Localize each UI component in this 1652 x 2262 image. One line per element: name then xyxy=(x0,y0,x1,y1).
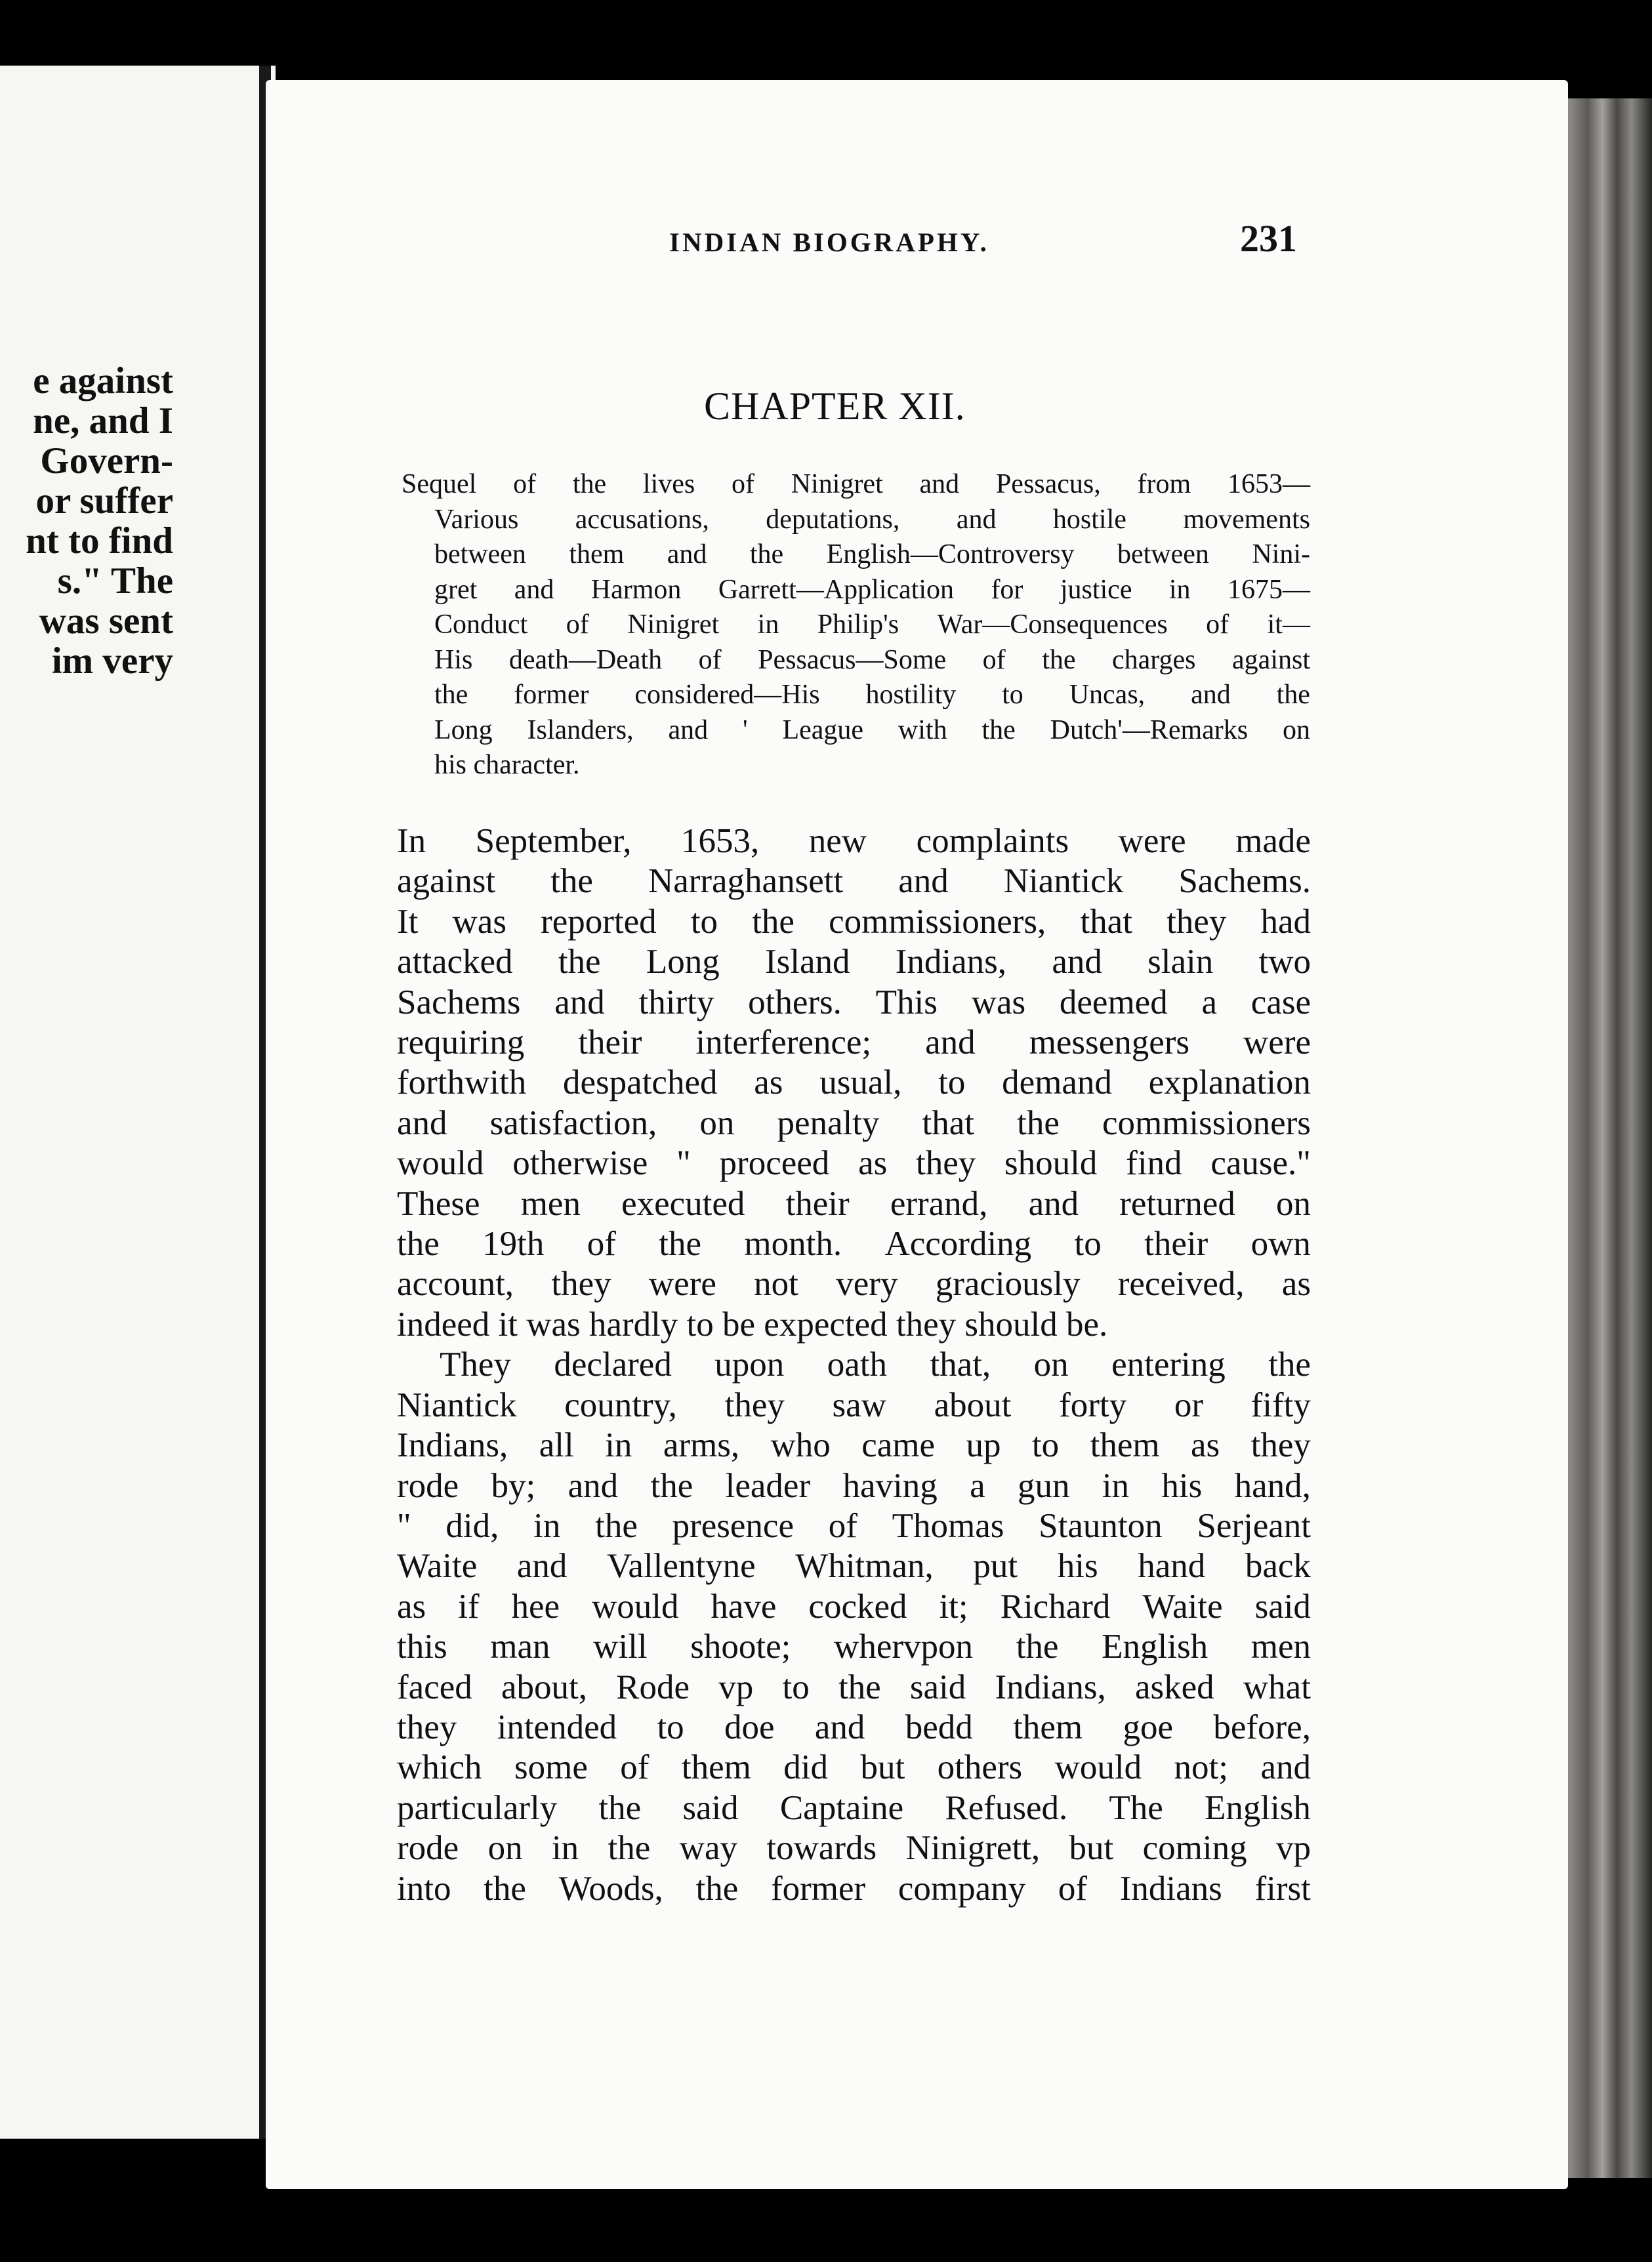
summary-line: His death—Death of Pessacus—Some of the charges against xyxy=(434,644,1310,675)
body-line: the 19th of the month. According to their own xyxy=(397,1225,1311,1264)
body-line: requiring their interference; and messengers were xyxy=(397,1023,1311,1062)
summary-line: gret and Harmon Garrett—Application for justice in 1675— xyxy=(434,574,1310,605)
body-line: In September, 1653, new complaints were made xyxy=(397,822,1311,860)
body-line: they intended to doe and bedd them goe before, xyxy=(397,1708,1311,1746)
body-line: account, they were not very graciously received, as xyxy=(397,1265,1311,1304)
body-line: rode on in the way towards Ninigrett, but coming vp xyxy=(397,1829,1311,1868)
body-line: Niantick country, they saw about forty or fifty xyxy=(397,1386,1311,1424)
body-line: and satisfaction, on penalty that the commissioners xyxy=(397,1103,1311,1142)
summary-line: his character. xyxy=(434,750,580,780)
left-line: nt to find xyxy=(26,520,173,562)
running-header: INDIAN BIOGRAPHY. xyxy=(669,227,989,257)
body-line: Indians, all in arms, who came up to them as they xyxy=(397,1426,1311,1465)
body-line: particularly the said Captaine Refused. The English xyxy=(397,1788,1311,1827)
left-page xyxy=(0,66,276,2139)
left-page-text-fragment xyxy=(3,361,173,681)
body-line: Waite and Vallentyne Whitman, put his hand back xyxy=(397,1547,1311,1586)
body-text xyxy=(397,821,1311,1909)
body-line: These men executed their errand, and returned on xyxy=(397,1184,1311,1223)
left-line: or suffer xyxy=(35,480,173,522)
left-line: was sent xyxy=(39,600,173,642)
body-line: They declared upon oath that, on entering the xyxy=(440,1346,1311,1384)
body-line: rode by; and the leader having a gun in his hand, xyxy=(397,1466,1311,1505)
body-line: indeed it was hardly to be expected they should be. xyxy=(397,1305,1108,1344)
summary-line: Various accusations, deputations, and hostile movements xyxy=(434,504,1310,535)
left-line: Govern- xyxy=(40,440,173,482)
left-line: e against xyxy=(33,360,173,401)
body-line: Sachems and thirty others. This was deemed a case xyxy=(397,983,1311,1021)
body-line: faced about, Rode vp to the said Indians, asked what xyxy=(397,1668,1311,1706)
body-line: into the Woods, the former company of Indians first xyxy=(397,1869,1311,1908)
body-line: forthwith despatched as usual, to demand explanation xyxy=(397,1063,1311,1102)
page-number: 231 xyxy=(1240,217,1297,260)
body-line: this man will shoote; whervpon the English men xyxy=(397,1628,1311,1666)
body-line: " did, in the presence of Thomas Staunton Serjeant xyxy=(397,1506,1311,1545)
chapter-summary xyxy=(402,467,1310,783)
summary-line: the former considered—His hostility to Uncas, and the xyxy=(434,680,1310,710)
chapter-title: CHAPTER XII. xyxy=(704,384,966,428)
left-line: im very xyxy=(51,640,173,682)
body-line: which some of them did but others would not; and xyxy=(397,1748,1311,1787)
body-line: against the Narraghansett and Niantick Sachems. xyxy=(397,862,1311,901)
body-line: attacked the Long Island Indians, and slain two xyxy=(397,943,1311,981)
body-line: would otherwise " proceed as they should find cause." xyxy=(397,1144,1311,1183)
summary-line: Sequel of the lives of Ninigret and Pessacus, from 1653— xyxy=(402,469,1310,499)
body-line: It was reported to the commissioners, that they had xyxy=(397,902,1311,941)
summary-line: Conduct of Ninigret in Philip's War—Consequences of it— xyxy=(434,609,1310,640)
summary-line: Long Islanders, and ' League with the Dutch'—Remarks on xyxy=(434,714,1310,745)
summary-line: between them and the English—Controversy between Nini- xyxy=(434,539,1310,569)
left-line: ne, and I xyxy=(33,400,173,442)
body-line: as if hee would have cocked it; Richard Waite said xyxy=(397,1587,1311,1626)
left-line: s." The xyxy=(57,560,173,602)
